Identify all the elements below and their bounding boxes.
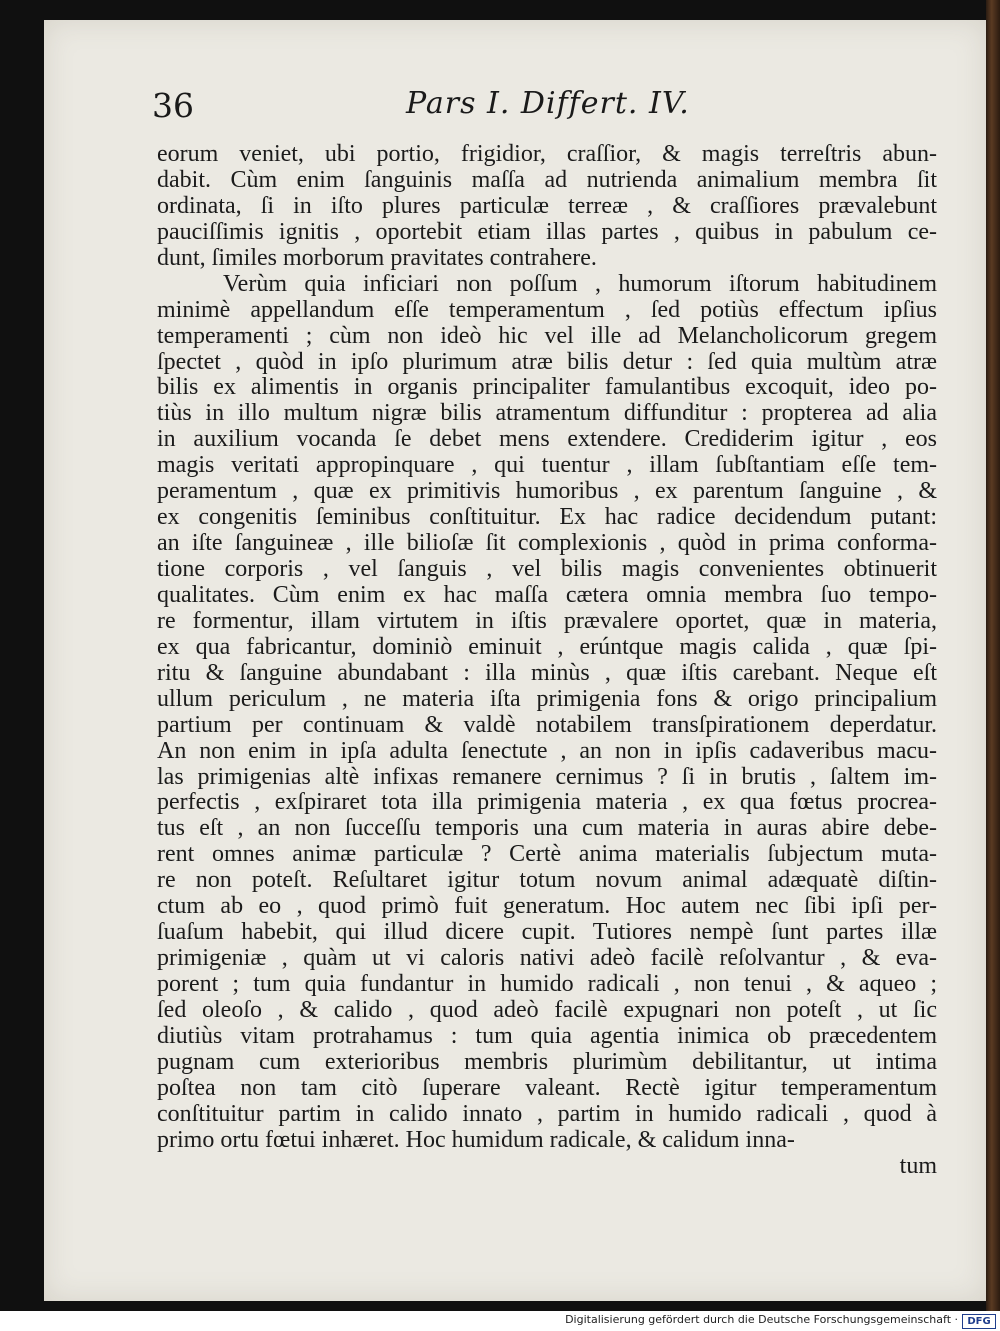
text-line: dabit. Cùm enim ſanguinis maſſa ad nutrienda animalium membra ſit — [157, 166, 937, 193]
text-line: perfectis , exſpiraret tota illa primigenia materia , ex qua fœtus procrea- — [157, 789, 937, 816]
text-line: Verùm quia inficiari non poſſum , humorum iſtorum habitudinem — [223, 270, 937, 297]
running-head — [152, 86, 912, 126]
text-line: peramentum , quæ ex primitivis humoribus , ex parentum ſanguine , & — [157, 478, 937, 505]
dfg-logo: DFG — [962, 1314, 996, 1329]
text-line: eorum veniet, ubi portio, frigidior, craſſior, & magis terreſtris abun- — [157, 141, 937, 167]
text-line: re non poteſt. Reſultaret igitur totum novum animal adæquatè diſtin- — [157, 867, 937, 894]
text-line: ex qua fabricantur, dominiò eminuit , erúntque magis calida , quæ ſpi- — [157, 633, 937, 660]
text-line: ordinata, ſi in iſto plures particulæ terreæ , & craſſiores prævalebunt — [157, 192, 937, 219]
text-line: conſtituitur partim in calido innato , partim in humido radicali , quod à — [157, 1100, 937, 1127]
text-line: ctum ab eo , quod primò fuit generatum. Hoc autem nec ſibi ipſi per- — [157, 893, 937, 920]
text-line: minimè appellandum eſſe temperamentum , ſed potiùs effectum ipſius — [157, 296, 937, 323]
body-text — [157, 142, 937, 1180]
text-line: las primigenias altè infixas remanere cernimus ? ſi in brutis , ſaltem im- — [157, 763, 937, 790]
text-line: bilis ex alimentis in organis principaliter famulantibus excoquit, ideo po- — [157, 374, 937, 401]
text-line: porent ; tum quia fundantur in humido radicali , non tenui , & aqueo ; — [157, 971, 937, 997]
text-line: ritu & ſanguine abundabant : illa minùs , quæ iſtis carebant. Neque eſt — [157, 659, 937, 686]
page-number: 36 — [152, 86, 194, 125]
text-line: re formentur, illam virtutem in iſtis prævalere oportet, quæ in materia, — [157, 607, 937, 634]
text-line: in auxilium vocanda ſe debet mens extendere. Crediderim igitur , eos — [157, 426, 937, 453]
running-title: Pars I. Differt. IV. — [406, 86, 690, 121]
text-line: pugnam cum exterioribus membris plurimùm debilitantur, ut intima — [157, 1048, 937, 1075]
footer-bar — [0, 1311, 1000, 1331]
text-line: diutiùs vitam protrahamus : tum quia agentia inimica ob præcedentem — [157, 1022, 937, 1049]
text-line: temperamenti ; cùm non ideò hic vel ille ad Melancholicorum gregem — [157, 322, 937, 349]
text-line: qualitates. Cùm enim ex hac maſſa cætera omnia membra ſuo tempo- — [157, 581, 937, 608]
text-line: tione corporis , vel ſanguis , vel bilis magis convenientes obtinuerit — [157, 556, 937, 582]
text-line: tum — [899, 1152, 937, 1179]
text-line: partium per continuam & valdè notabilem transſpirationem deperdatur. — [157, 711, 937, 738]
text-line: primo ortu fœtui inhæret. Hoc humidum radicale, & calidum inna- — [157, 1126, 795, 1153]
text-line: ex congenitis ſeminibus conſtituitur. Ex hac radice decidendum putant: — [157, 504, 937, 531]
text-line: ſpectet , quòd in ipſo plurimum atræ bilis detur : ſed quia multùm atræ — [157, 348, 937, 375]
text-line: poſtea non tam citò ſuperare valeant. Rectè igitur temperamentum — [157, 1074, 937, 1101]
text-line: primigeniæ , quàm ut vi caloris nativi adeò facilè reſolvantur , & eva- — [157, 945, 937, 972]
text-line: ſed oleoſo , & calido , quod adeò facilè expugnari non poteſt , ut ſic — [157, 996, 937, 1023]
text-line: magis veritati appropinquare , qui tuentur , illam ſubſtantiam eſſe tem- — [157, 452, 937, 479]
text-line: pauciſſimis ignitis , oportebit etiam illas partes , quibus in pabulum ce- — [157, 218, 937, 245]
text-line: ſuaſum habebit, qui illud dicere cupit. Tutiores nempè ſunt partes illæ — [157, 919, 937, 946]
book-spine-edge — [986, 0, 1000, 1311]
text-line: tiùs in illo multum nigræ bilis atramentum diffunditur : propterea ad alia — [157, 400, 937, 427]
text-line: tus eſt , an non ſucceſſu temporis una cum materia in auras abire debe- — [157, 815, 937, 842]
text-line: ullum periculum , ne materia iſta primigenia fons & origo principalium — [157, 685, 937, 712]
text-line: dunt, ſimiles morborum pravitates contrahere. — [157, 244, 597, 271]
text-line: An non enim in ipſa adulta ſenectute , an non in ipſis cadaveribus macu- — [157, 737, 937, 764]
funding-credit: Digitalisierung gefördert durch die Deutsche Forschungsgemeinschaft · — [565, 1313, 958, 1326]
text-line: an iſte ſanguineæ , ille bilioſæ ſit complexionis , quòd in prima conforma- — [157, 530, 937, 557]
text-line: rent omnes animæ particulæ ? Certè anima materialis ſubjectum muta- — [157, 841, 937, 868]
